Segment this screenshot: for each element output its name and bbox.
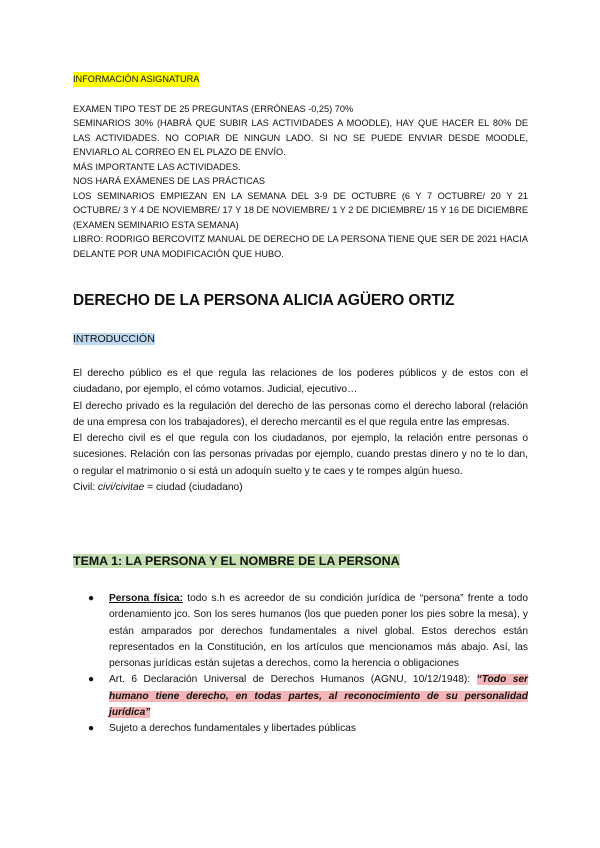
bullet-text: Art. 6 Declaración Universal de Derechos Humanos (AGNU, 10/12/1948): (109, 674, 477, 686)
info-line: LIBRO: RODRIGO BERCOVITZ MANUAL DE DERECHO DE LA PERSONA TIENE QUE SER DE 2021 HACIA DELANTE POR UNA MODIFICACIÓN QUE HUBO. (73, 234, 528, 259)
bullet-text: Sujeto a derechos fundamentales y libertades públicas (109, 723, 356, 735)
info-line: SEMINARIOS 30% (HABRÁ QUE SUBIR LAS ACTIVIDADES A MOODLE), HAY QUE HACER EL 80% DE LAS ACTIVIDADES. NO COPIAR DE NINGUN LADO. SI NO SE PUEDE ENVIAR DESDE MOODLE, ENVIARLO AL CORREO EN EL PLAZO DE ENVÍO. (73, 118, 528, 157)
intro-body (73, 366, 528, 496)
course-info-section (73, 72, 528, 261)
bullet-text: todo s.h es acreedor de su condición jurídica de “persona” frente a todo ordenamiento jco. Son los seres humanos (los que pueden poner los pies sobre la mesa), y están amparados por derechos fundamentales a nivel global. Estos derechos están representados en la Constitución, en los artículos que mencionamos más abajo. Así, las personas jurídicas están sujetas a derechos, como la herencia o obligaciones (109, 593, 528, 670)
paragraph: El derecho privado es la regulación del derecho de las personas como el derecho laboral (relación de una empresa con los trabajadores), el derecho mercantil es el que regula entre las empresas. (73, 400, 528, 428)
list-item (88, 721, 528, 737)
info-line: EXAMEN TIPO TEST DE 25 PREGUNTAS (ERRÓNEAS -0,25) 70% (73, 103, 354, 114)
tema-heading (73, 554, 400, 568)
bullet-quote: “Todo ser humano tiene derecho, en todas partes, al reconocimiento de su personalidad jurídica” (109, 674, 529, 719)
info-line: NOS HARÁ EXÁMENES DE LAS PRÁCTICAS (73, 176, 265, 186)
bullet-icon: ● (88, 674, 95, 686)
intro-heading (73, 333, 155, 345)
intro-heading-text: INTRODUCCIÓN (73, 333, 155, 345)
paragraph: El derecho público es el que regula las relaciones de los poderes públicos y de estos con el ciudadano, por ejemplo, el cómo votamos. Judicial, ejecutivo… (73, 368, 528, 396)
bullet-icon: ● (88, 723, 95, 735)
course-info-label: INFORMACIÓN ASIGNATURA (73, 72, 199, 87)
civil-prefix: Civil: (73, 482, 98, 494)
document-title: DERECHO DE LA PERSONA ALICIA AGÜERO ORTIZ (73, 292, 455, 309)
civil-etymology: civi/civitae (97, 482, 145, 494)
bullet-term: Persona física: (109, 593, 183, 604)
civil-definition (73, 480, 528, 496)
tema-heading-text: TEMA 1: LA PERSONA Y EL NOMBRE DE LA PERSONA (73, 554, 400, 568)
list-item (88, 672, 528, 721)
info-line: MÁS IMPORTANTE LAS ACTIVIDADES. (73, 161, 241, 172)
bullet-list (88, 591, 528, 738)
civil-suffix: = ciudad (ciudadano) (144, 482, 243, 494)
info-line: LOS SEMINARIOS EMPIEZAN EN LA SEMANA DEL 3-9 DE OCTUBRE (6 Y 7 OCTUBRE/ 20 Y 21 OCTUBRE/ 3 Y 4 DE NOVIEMBRE/ 17 Y 18 DE NOVIEMBRE/ 1 Y 2 DE DICIEMBRE/ 15 Y 16 DE DICIEMBRE (EXAMEN SEMINARIO ESTA SEMANA) (73, 190, 528, 230)
paragraph: El derecho civil es el que regula con los ciudadanos, por ejemplo, la relación entre personas o sucesiones. Relación con las personas privadas por ejemplo, cuando prestas dinero y no te lo dan, o regular el matrimonio o si está un adoquín suelto y te caes y te rompes algún hueso. (73, 433, 528, 477)
list-item (88, 591, 528, 672)
bullet-icon: ● (88, 593, 95, 604)
